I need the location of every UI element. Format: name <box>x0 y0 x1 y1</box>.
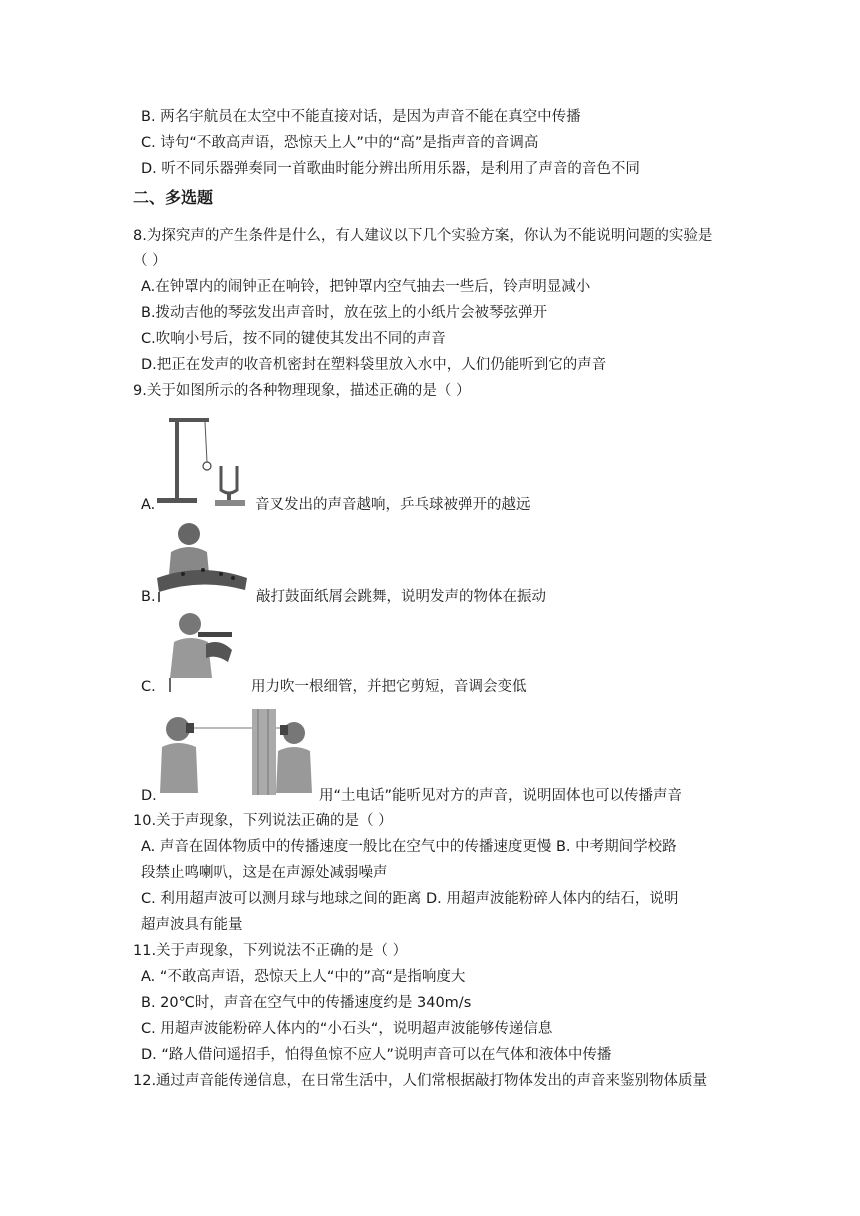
q11-option-d: D. “路人借问遥招手，怕得鱼惊不应人”说明声音可以在气体和液体中传播 <box>141 1047 612 1063</box>
q9-option-a-label: A. <box>141 497 156 513</box>
q8-stem-line2: （ ） <box>133 253 167 269</box>
q8-option-a: A.在钟罩内的闹钟正在响铃，把钟罩内空气抽去一些后，铃声明显减小 <box>141 279 591 295</box>
section-title: 二、多选题 <box>133 188 214 207</box>
q8-option-c: C.吹响小号后，按不同的键使其发出不同的声音 <box>141 331 446 347</box>
q9-option-b-label: B. <box>141 589 156 605</box>
blowing-tube-figure <box>162 608 242 692</box>
q10-line3: C. 利用超声波可以测月球与地球之间的距离 D. 用超声波能粉碎人体内的结石，说明 <box>141 891 679 907</box>
q11-option-a: A. “不敢高声语，恐惊天上人“中的”高“是指响度大 <box>141 969 466 985</box>
q8-option-b: B.拨动吉他的琴弦发出声音时，放在弦上的小纸片会被琴弦弹开 <box>141 305 548 321</box>
string-telephone-figure <box>156 703 316 801</box>
drum-figure <box>153 518 251 602</box>
q9-option-d-text: 用“土电话”能听见对方的声音，说明固体也可以传播声音 <box>319 788 683 804</box>
q10-line2: 段禁止鸣喇叭，这是在声源处减弱噪声 <box>141 865 388 881</box>
q10-stem: 10.关于声现象，下列说法正确的是（ ） <box>133 813 393 829</box>
q7-option-c: C. 诗句“不敢高声语，恐惊天上人”中的“高”是指声音的音调高 <box>141 135 539 151</box>
q8-option-d: D.把正在发声的收音机密封在塑料袋里放入水中，人们仍能听到它的声音 <box>141 357 607 373</box>
q7-option-d: D. 听不同乐器弹奏同一首歌曲时能分辨出所用乐器，是利用了声音的音色不同 <box>141 161 640 177</box>
q9-option-c-label: C. <box>141 679 156 695</box>
q11-option-c: C. 用超声波能粉碎人体内的“小石头“，说明超声波能够传递信息 <box>141 1021 553 1037</box>
q10-line4: 超声波具有能量 <box>141 917 243 933</box>
q10-line1: A. 声音在固体物质中的传播速度一般比在空气中的传播速度更慢 B. 中考期间学校路 <box>141 839 677 855</box>
q9-option-d-label: D. <box>141 788 157 804</box>
q11-option-b: B. 20℃时，声音在空气中的传播速度约是 340m/s <box>141 995 472 1011</box>
q12-stem: 12.通过声音能传递信息，在日常生活中，人们常根据敲打物体发出的声音来鉴别物体质量 <box>133 1073 708 1089</box>
tuning-fork-pendulum-figure <box>155 414 250 510</box>
q9-option-c-text: 用力吹一根细管，并把它剪短，音调会变低 <box>251 679 527 695</box>
q7-option-b: B. 两名宇航员在太空中不能直接对话，是因为声音不能在真空中传播 <box>141 109 581 125</box>
q9-stem: 9.关于如图所示的各种物理现象，描述正确的是（ ） <box>133 383 471 399</box>
q11-stem: 11.关于声现象，下列说法不正确的是（ ） <box>133 943 408 959</box>
q9-option-a-text: 音叉发出的声音越响，乒乓球被弹开的越远 <box>255 497 531 513</box>
q8-stem-line1: 8.为探究声的产生条件是什么，有人建议以下几个实验方案，你认为不能说明问题的实验是 <box>133 228 713 244</box>
q9-option-b-text: 敲打鼓面纸屑会跳舞，说明发声的物体在振动 <box>256 589 546 605</box>
